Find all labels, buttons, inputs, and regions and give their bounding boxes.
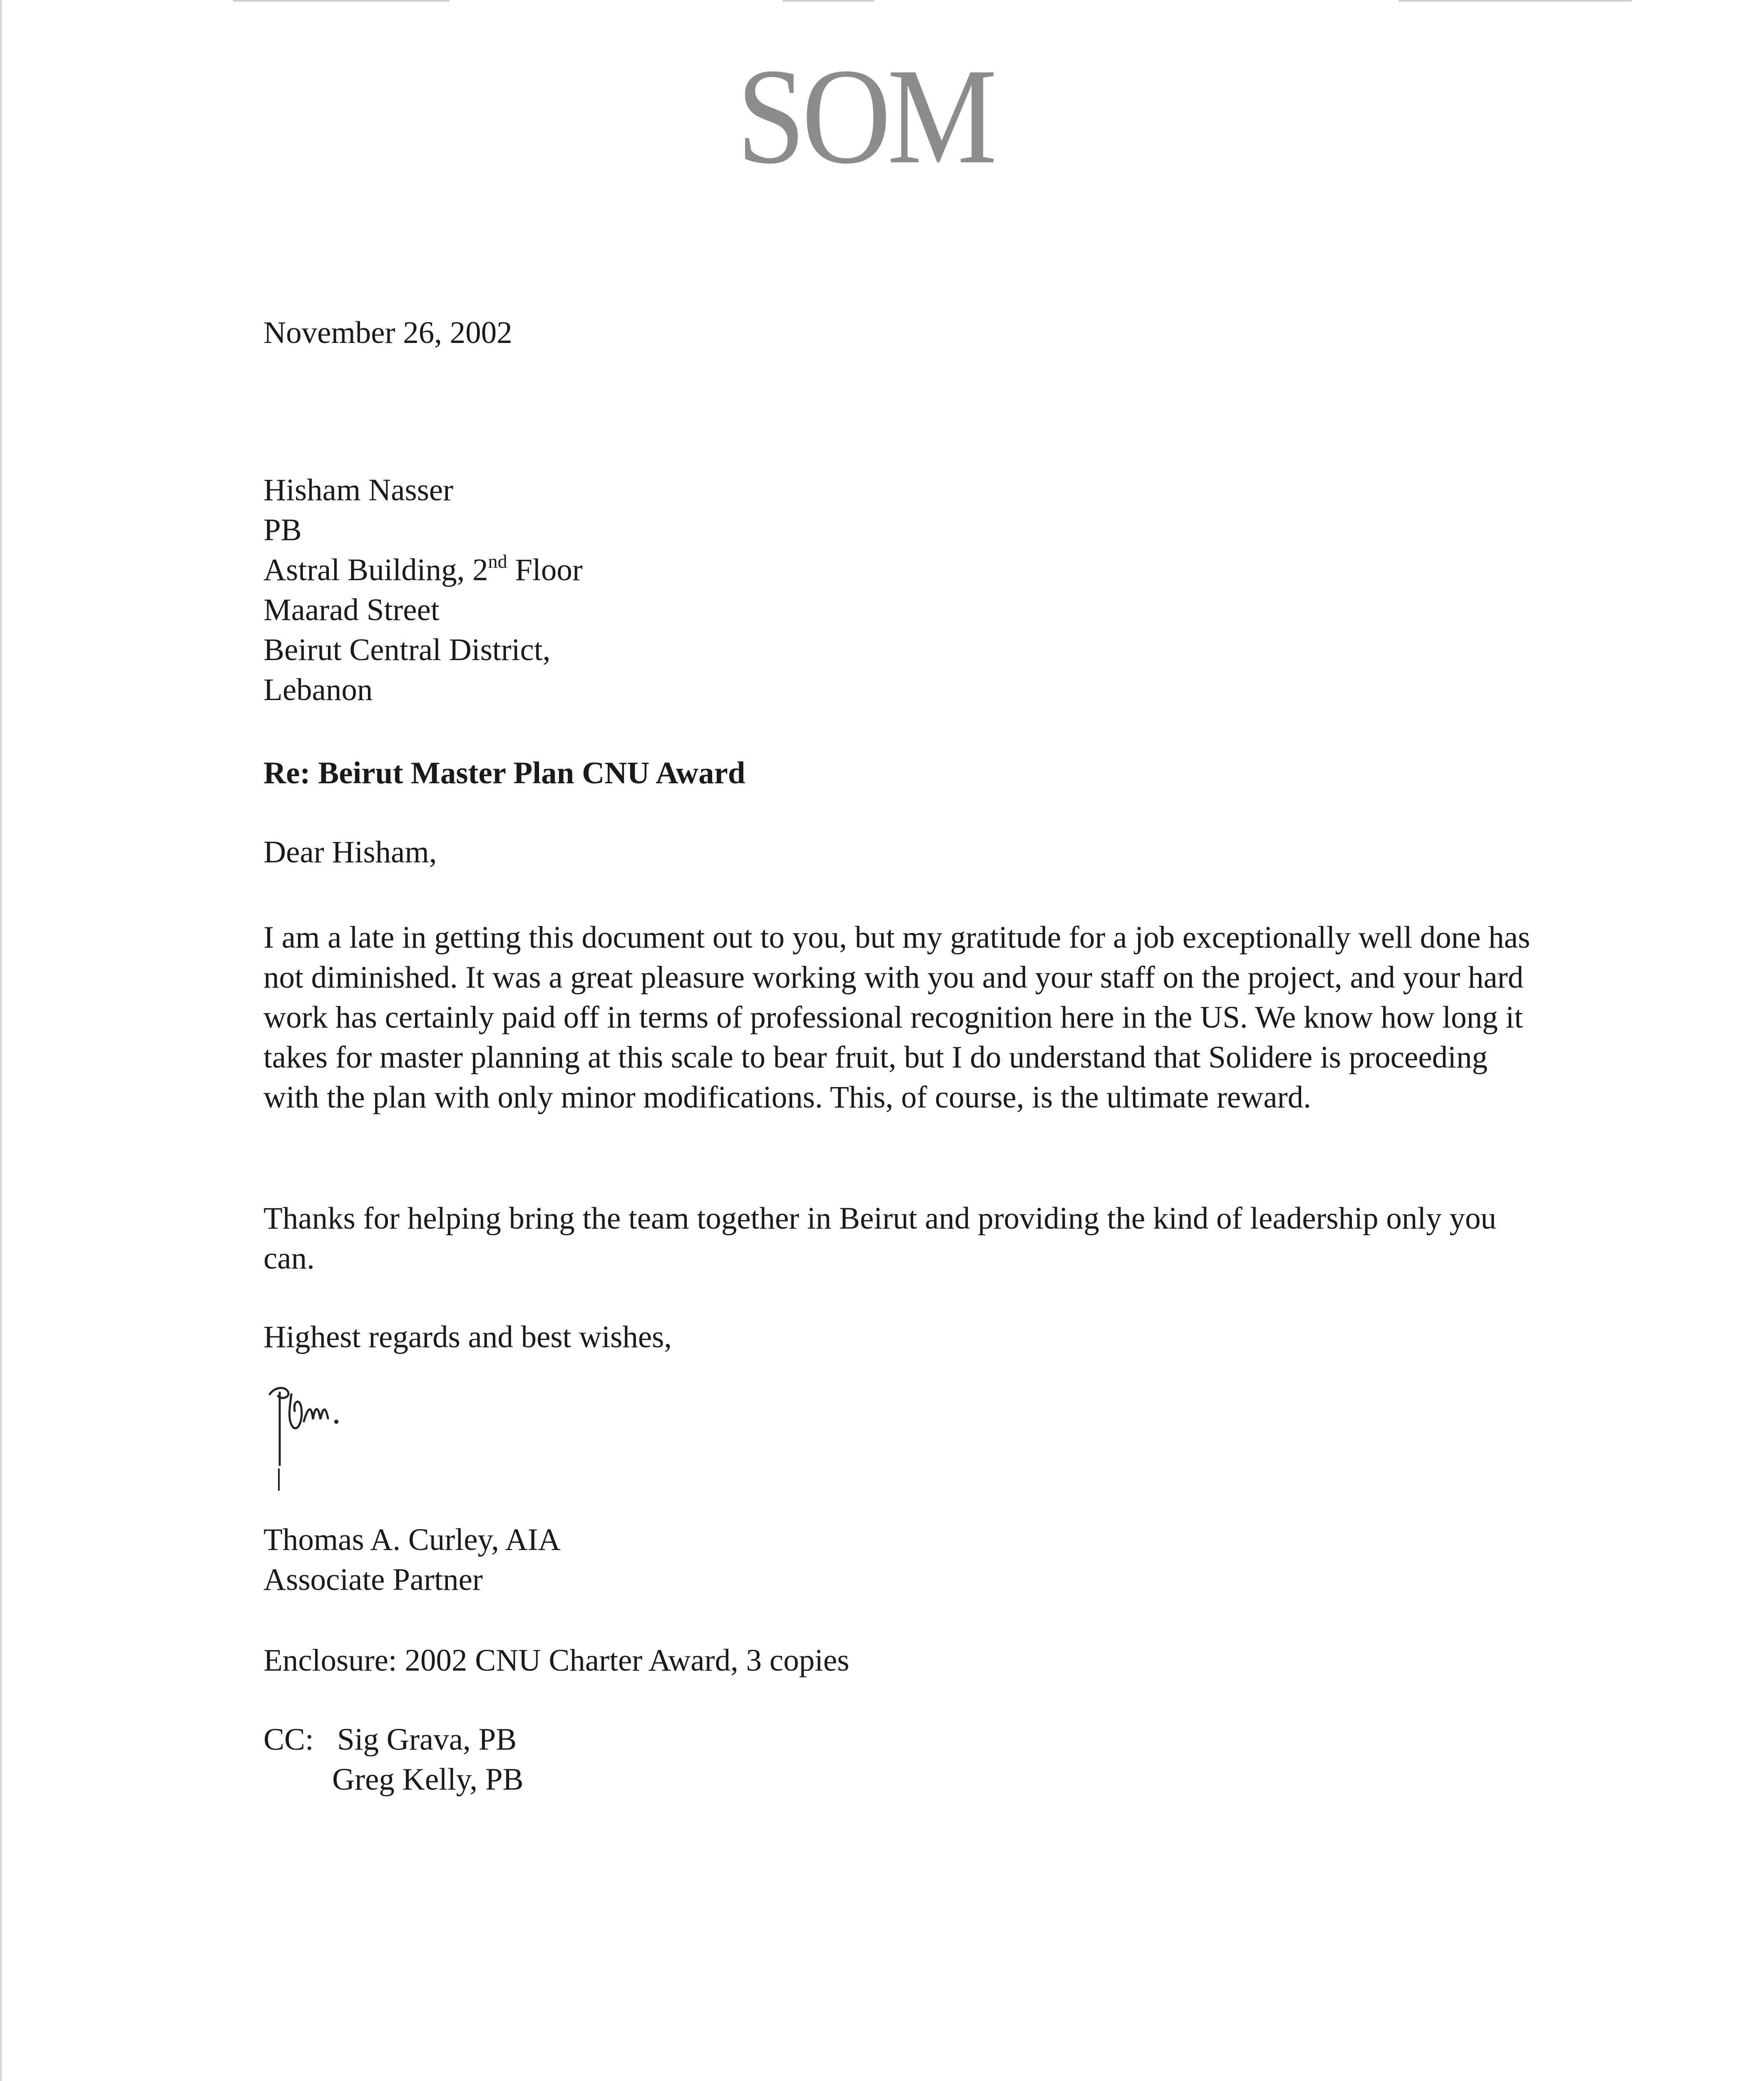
recipient-street: Maarad Street [263, 593, 440, 627]
cc-recipient-1: Sig Grava, PB [337, 1722, 517, 1757]
letter-date: November 26, 2002 [263, 315, 512, 350]
body-paragraph-1: I am a late in getting this document out to you, but my gratitude for a job exceptionally well done has not diminished. It was a great pleasure working with you and your staff on the project, and your hard work has certainly paid off in terms of professional recognition here in the US. We know how long it takes for master planning at this scale to bear fruit, but I do understand that Solidere is proceeding with the plan with only minor modifications. This, of course, is the ultimate reward. [263, 920, 1530, 1115]
building-prefix: Astral Building, 2 [263, 553, 488, 587]
building-suffix: Floor [507, 553, 583, 587]
recipient-company: PB [263, 513, 302, 547]
scan-mark [233, 0, 450, 2]
body-paragraph-2: Thanks for helping bring the team together in Beirut and providing the kind of leadership only you can. [263, 1201, 1496, 1276]
recipient-name: Hisham Nasser [263, 473, 454, 507]
enclosure-line: Enclosure: 2002 CNU Charter Award, 3 copies [263, 1643, 850, 1678]
recipient-country: Lebanon [263, 673, 373, 707]
cc-label: CC: [263, 1722, 314, 1757]
recipient-district: Beirut Central District, [263, 633, 551, 667]
salutation: Dear Hisham, [263, 835, 437, 869]
recipient-building [263, 550, 583, 590]
signer-title: Associate Partner [263, 1562, 483, 1597]
som-logo: SOM [737, 40, 994, 192]
signature-image [262, 1382, 387, 1507]
signer-name: Thomas A. Curley, AIA [263, 1522, 561, 1557]
scan-mark [1399, 0, 1632, 2]
scan-edge [0, 0, 2, 2081]
cc-recipient-2: Greg Kelly, PB [332, 1762, 524, 1797]
subject-line: Re: Beirut Master Plan CNU Award [263, 756, 745, 790]
closing: Highest regards and best wishes, [263, 1320, 672, 1354]
scan-mark [783, 0, 874, 2]
building-ordinal: nd [488, 551, 507, 572]
